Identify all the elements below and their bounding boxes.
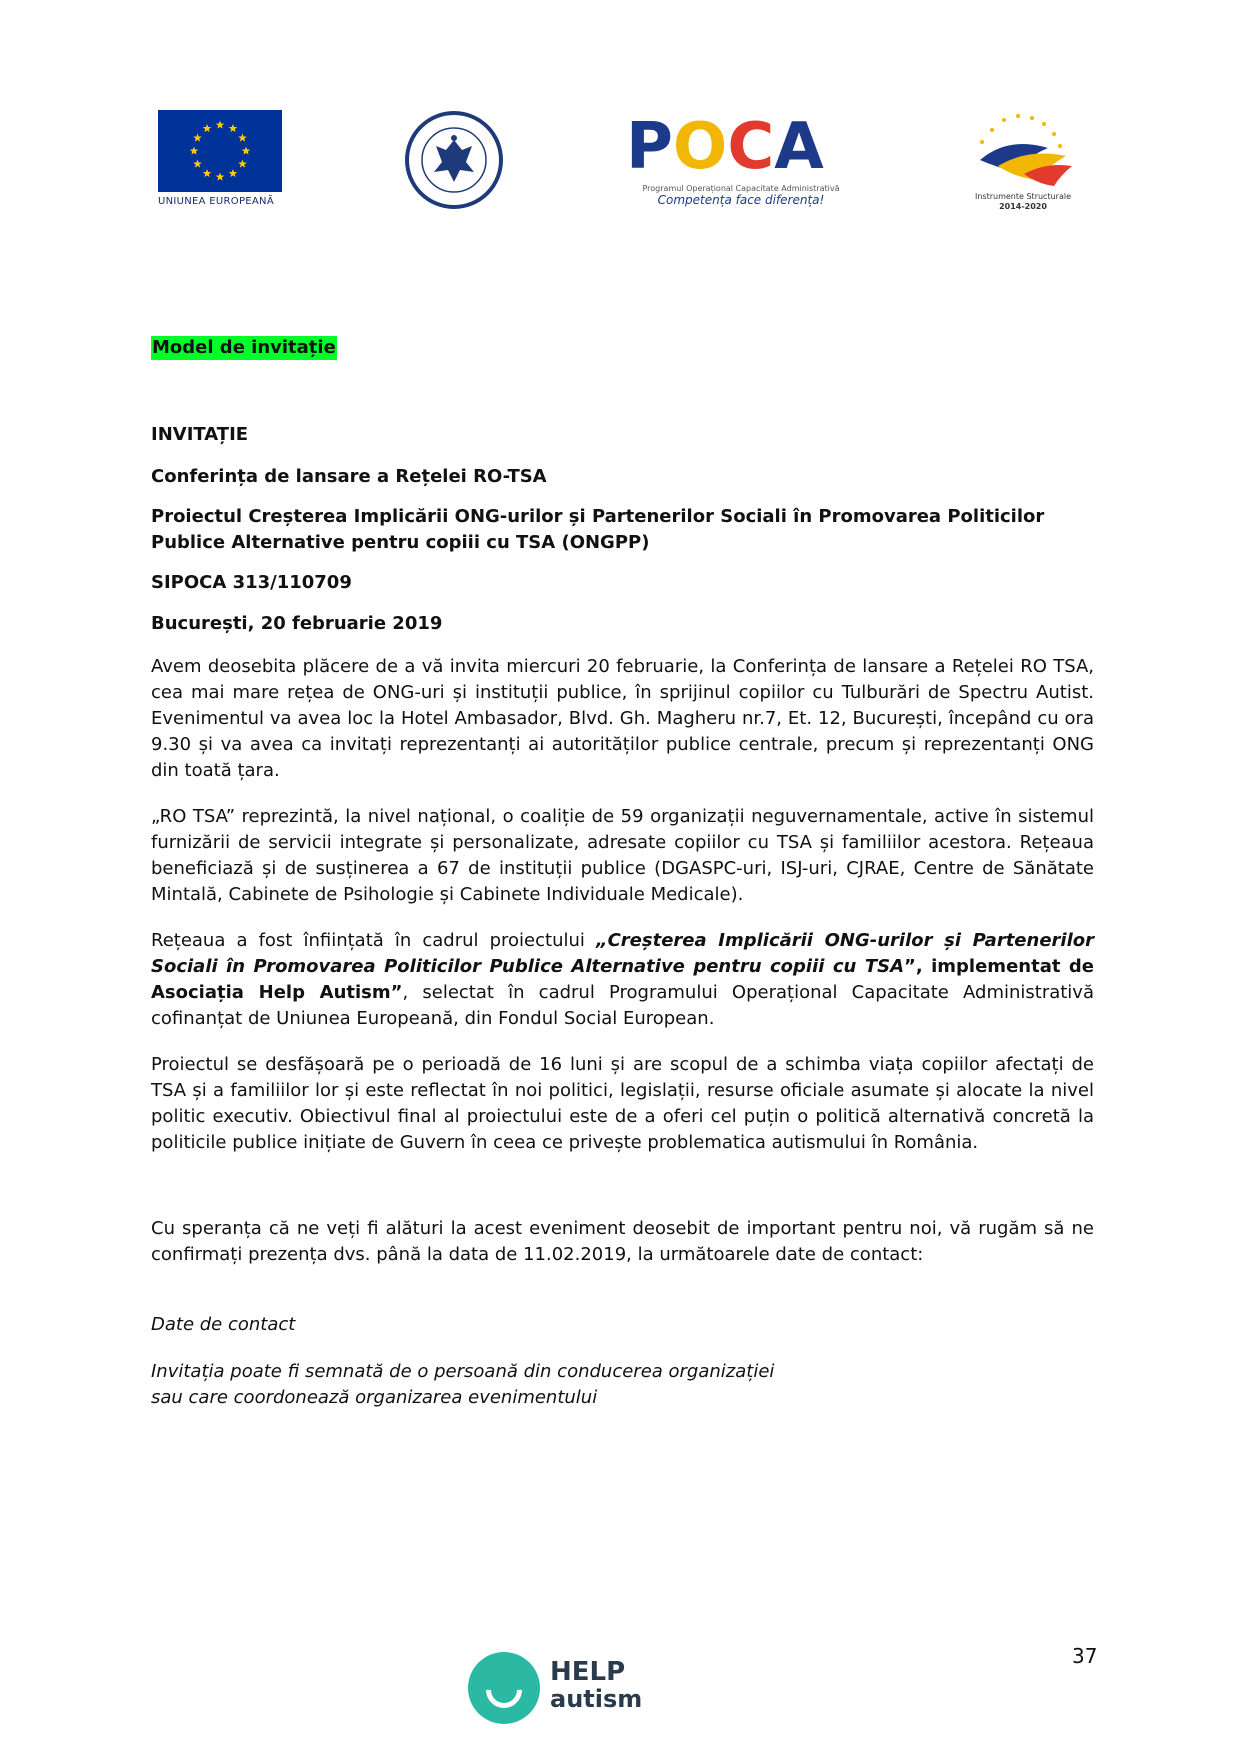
structural-instruments-icon	[968, 108, 1078, 188]
eu-logo	[158, 110, 282, 207]
help-logo-line1: HELP	[550, 1657, 626, 1687]
invitation-title: INVITAȚIE	[151, 424, 249, 445]
help-logo-line2: autism	[550, 1685, 643, 1713]
para3-start: Rețeaua a fost înființată în cadrul proiectului	[151, 930, 596, 951]
conference-title: Conferința de lansare a Rețelei RO-TSA	[151, 466, 547, 487]
is-caption-line1: Instrumente Structurale	[975, 192, 1071, 201]
paragraph-network: „RO TSA” reprezintă, la nivel național, o coaliție de 59 organizații neguvernamentale, active în sistemul furnizării de servicii integrate și personalizate, adresate copiilor cu TSA și familiilor acestora. Rețeaua beneficiază și de susținerea a 67 de instituții publice (DGASPC-uri, ISJ-uri, CJRAE, Centre de Sănătate Mintală, Cabinete de Psihologie și Cabinete Individuale Medicale).	[151, 806, 1094, 905]
eu-caption: UNIUNEA EUROPEANĂ	[158, 196, 274, 207]
poca-letter-c: C	[727, 110, 775, 184]
poca-letter-p: P	[626, 110, 673, 184]
para3-project-name: „Creșterea Implicării ONG-urilor și Partenerilor Sociali în Promovarea Politicilor Publice Alternative pentru copiii cu TSA	[151, 930, 1094, 977]
government-seal-icon	[404, 110, 504, 210]
signature-note-line1: Invitația poate fi semnată de o persoană din conducerea organizației	[151, 1361, 775, 1382]
help-autism-logo	[468, 1650, 643, 1730]
poca-letter-o: O	[672, 110, 728, 184]
poca-logo	[626, 112, 856, 207]
para3-end: , selectat în cadrul Programului Operațional Capacitate Administrativă cofinanțat de Uniunea Europeană, din Fondul Social European.	[151, 982, 1094, 1029]
government-seal-logo	[404, 110, 504, 210]
project-title: Proiectul Creșterea Implicării ONG-urilor și Partenerilor Sociali în Promovarea Politicilor Publice Alternative pentru copiii cu TSA (ONGPP)	[151, 506, 1045, 553]
page-number: 37	[1072, 1644, 1098, 1668]
paragraph-invitation: Avem deosebita plăcere de a vă invita miercuri 20 februarie, la Conferința de lansare a Rețelei RO TSA, cea mai mare rețea de ONG-uri și instituții publice, în sprijinul copiilor cu Tulburări de Spectru Autist. Evenimentul va avea loc la Hotel Ambasador, Blvd. Gh. Magheru nr.7, Et. 12, București, începând cu ora 9.30 și va avea ca invitați reprezentanți ai autorităților publice centrale, precum și reprezentanți ONG din toată țara.	[151, 656, 1094, 781]
poca-letter-a: A	[774, 110, 824, 184]
poca-wordmark	[626, 112, 856, 182]
paragraph-confirmation: Cu speranța că ne veți fi alături la acest eveniment deosebit de important pentru noi, vă rugăm să ne confirmați prezența dvs. până la data de 11.02.2019, la următoarele date de contact:	[151, 1218, 1094, 1265]
is-caption-line2: 2014-2020	[999, 202, 1047, 211]
paragraph-project-origin	[151, 928, 1094, 1032]
eu-flag-icon	[158, 110, 282, 192]
place-date: București, 20 februarie 2019	[151, 613, 443, 634]
contact-details-label: Date de contact	[151, 1314, 296, 1335]
poca-subtitle: Programul Operațional Capacitate Administrativă	[642, 184, 840, 193]
instrumente-structurale-logo	[968, 108, 1078, 212]
signature-note-line2: sau care coordonează organizarea evenimentului	[151, 1387, 598, 1408]
sipoca-code: SIPOCA 313/110709	[151, 572, 352, 593]
poca-tagline: Competența face diferența!	[657, 193, 825, 207]
para3-implementer: ”, implementat de Asociația Help Autism”	[151, 956, 1094, 1003]
paragraph-project-goal: Proiectul se desfășoară pe o perioadă de 16 luni și are scopul de a schimba viața copiilor afectați de TSA și a familiilor lor și este reflectat în noi politici, legislații, resurse oficiale asumate și alocate la nivel politic executiv. Obiectivul final al proiectului este de a oferi cel puțin o politică alternativă concretă la politicile publice inițiate de Guvern în ceea ce privește problematica autismului în România.	[151, 1054, 1094, 1153]
model-invitation-label: Model de invitație	[152, 337, 336, 358]
help-bubble-icon	[468, 1652, 540, 1724]
